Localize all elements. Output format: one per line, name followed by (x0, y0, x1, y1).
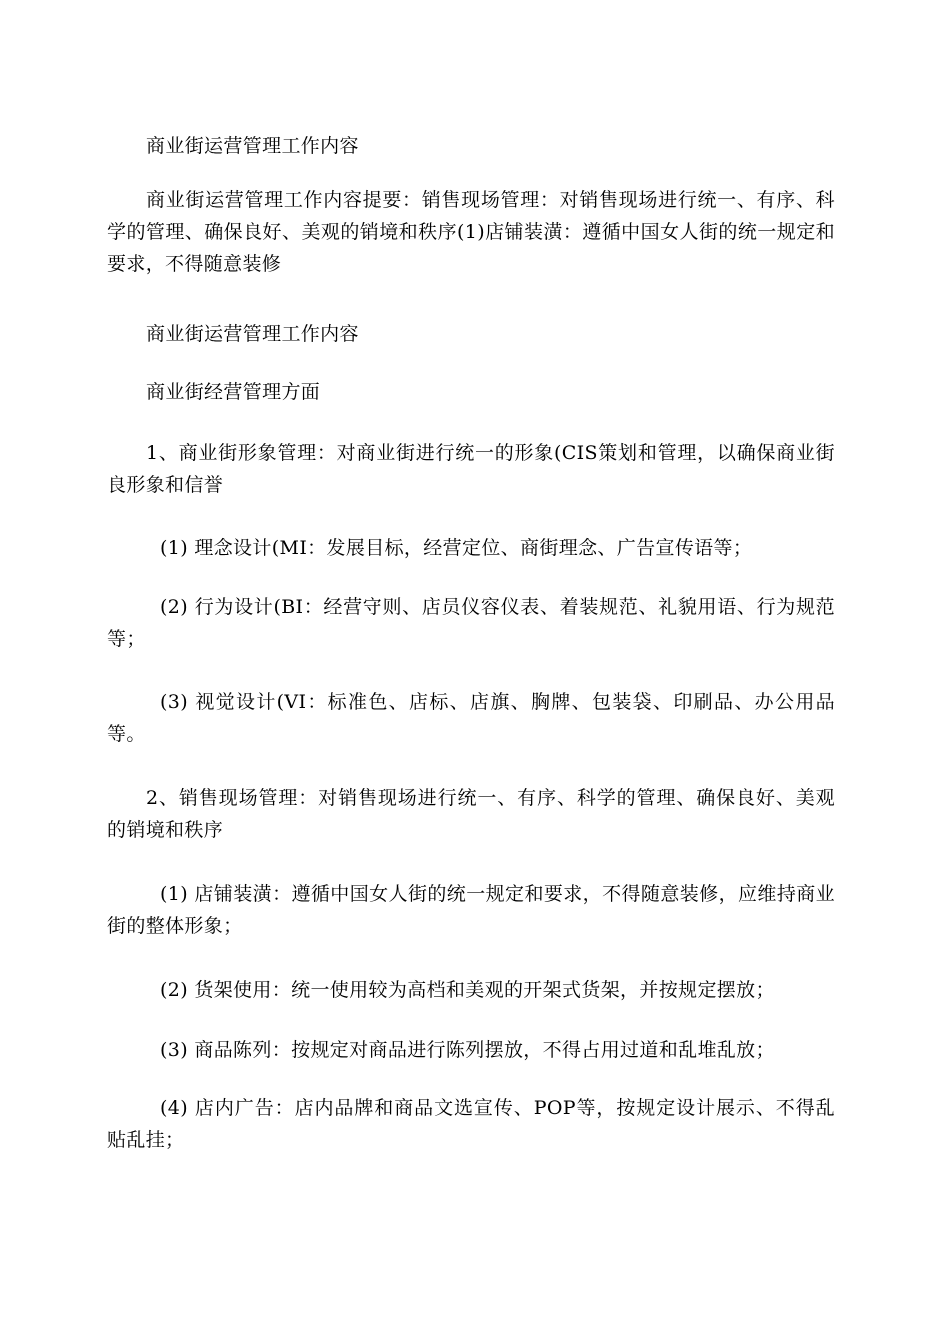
sub-item-decoration: (1) 店铺装潢：遵循中国女人街的统一规定和要求，不得随意装修，应维持商业街的整体形象； (107, 883, 835, 937)
list-item-image-management: 1、商业街形象管理：对商业街进行统一的形象(CIS策划和管理，以确保商业街良形象和信誉 (107, 442, 835, 496)
document-title: 商业街运营管理工作内容 (146, 135, 359, 157)
sub-item-display: (3) 商品陈列：按规定对商品进行陈列摆放，不得占用过道和乱堆乱放； (160, 1039, 775, 1061)
sub-item-advertising: (4) 店内广告：店内品牌和商品文选宣传、POP等，按规定设计展示、不得乱贴乱挂； (107, 1097, 835, 1151)
sub-item-bi: (2) 行为设计(BI：经营守则、店员仪容仪表、着装规范、礼貌用语、行为规范等； (107, 596, 835, 650)
sub-item-vi: (3) 视觉设计(VI：标准色、店标、店旗、胸牌、包装袋、印刷品、办公用品等。 (107, 691, 835, 745)
sub-item-mi: (1) 理念设计(MI：发展目标，经营定位、商街理念、广告宣传语等； (160, 537, 753, 559)
list-item-sales-site: 2、销售现场管理：对销售现场进行统一、有序、科学的管理、确保良好、美观的销境和秩序 (107, 787, 835, 841)
section-subheading: 商业街经营管理方面 (146, 381, 321, 403)
section-heading: 商业街运营管理工作内容 (146, 323, 359, 345)
summary-paragraph: 商业街运营管理工作内容提要：销售现场管理：对销售现场进行统一、有序、科学的管理、确保良好、美观的销境和秩序(1)店铺装潢：遵循中国女人街的统一规定和要求，不得随意装修 (107, 189, 835, 275)
sub-item-shelves: (2) 货架使用：统一使用较为高档和美观的开架式货架，并按规定摆放； (160, 979, 775, 1001)
